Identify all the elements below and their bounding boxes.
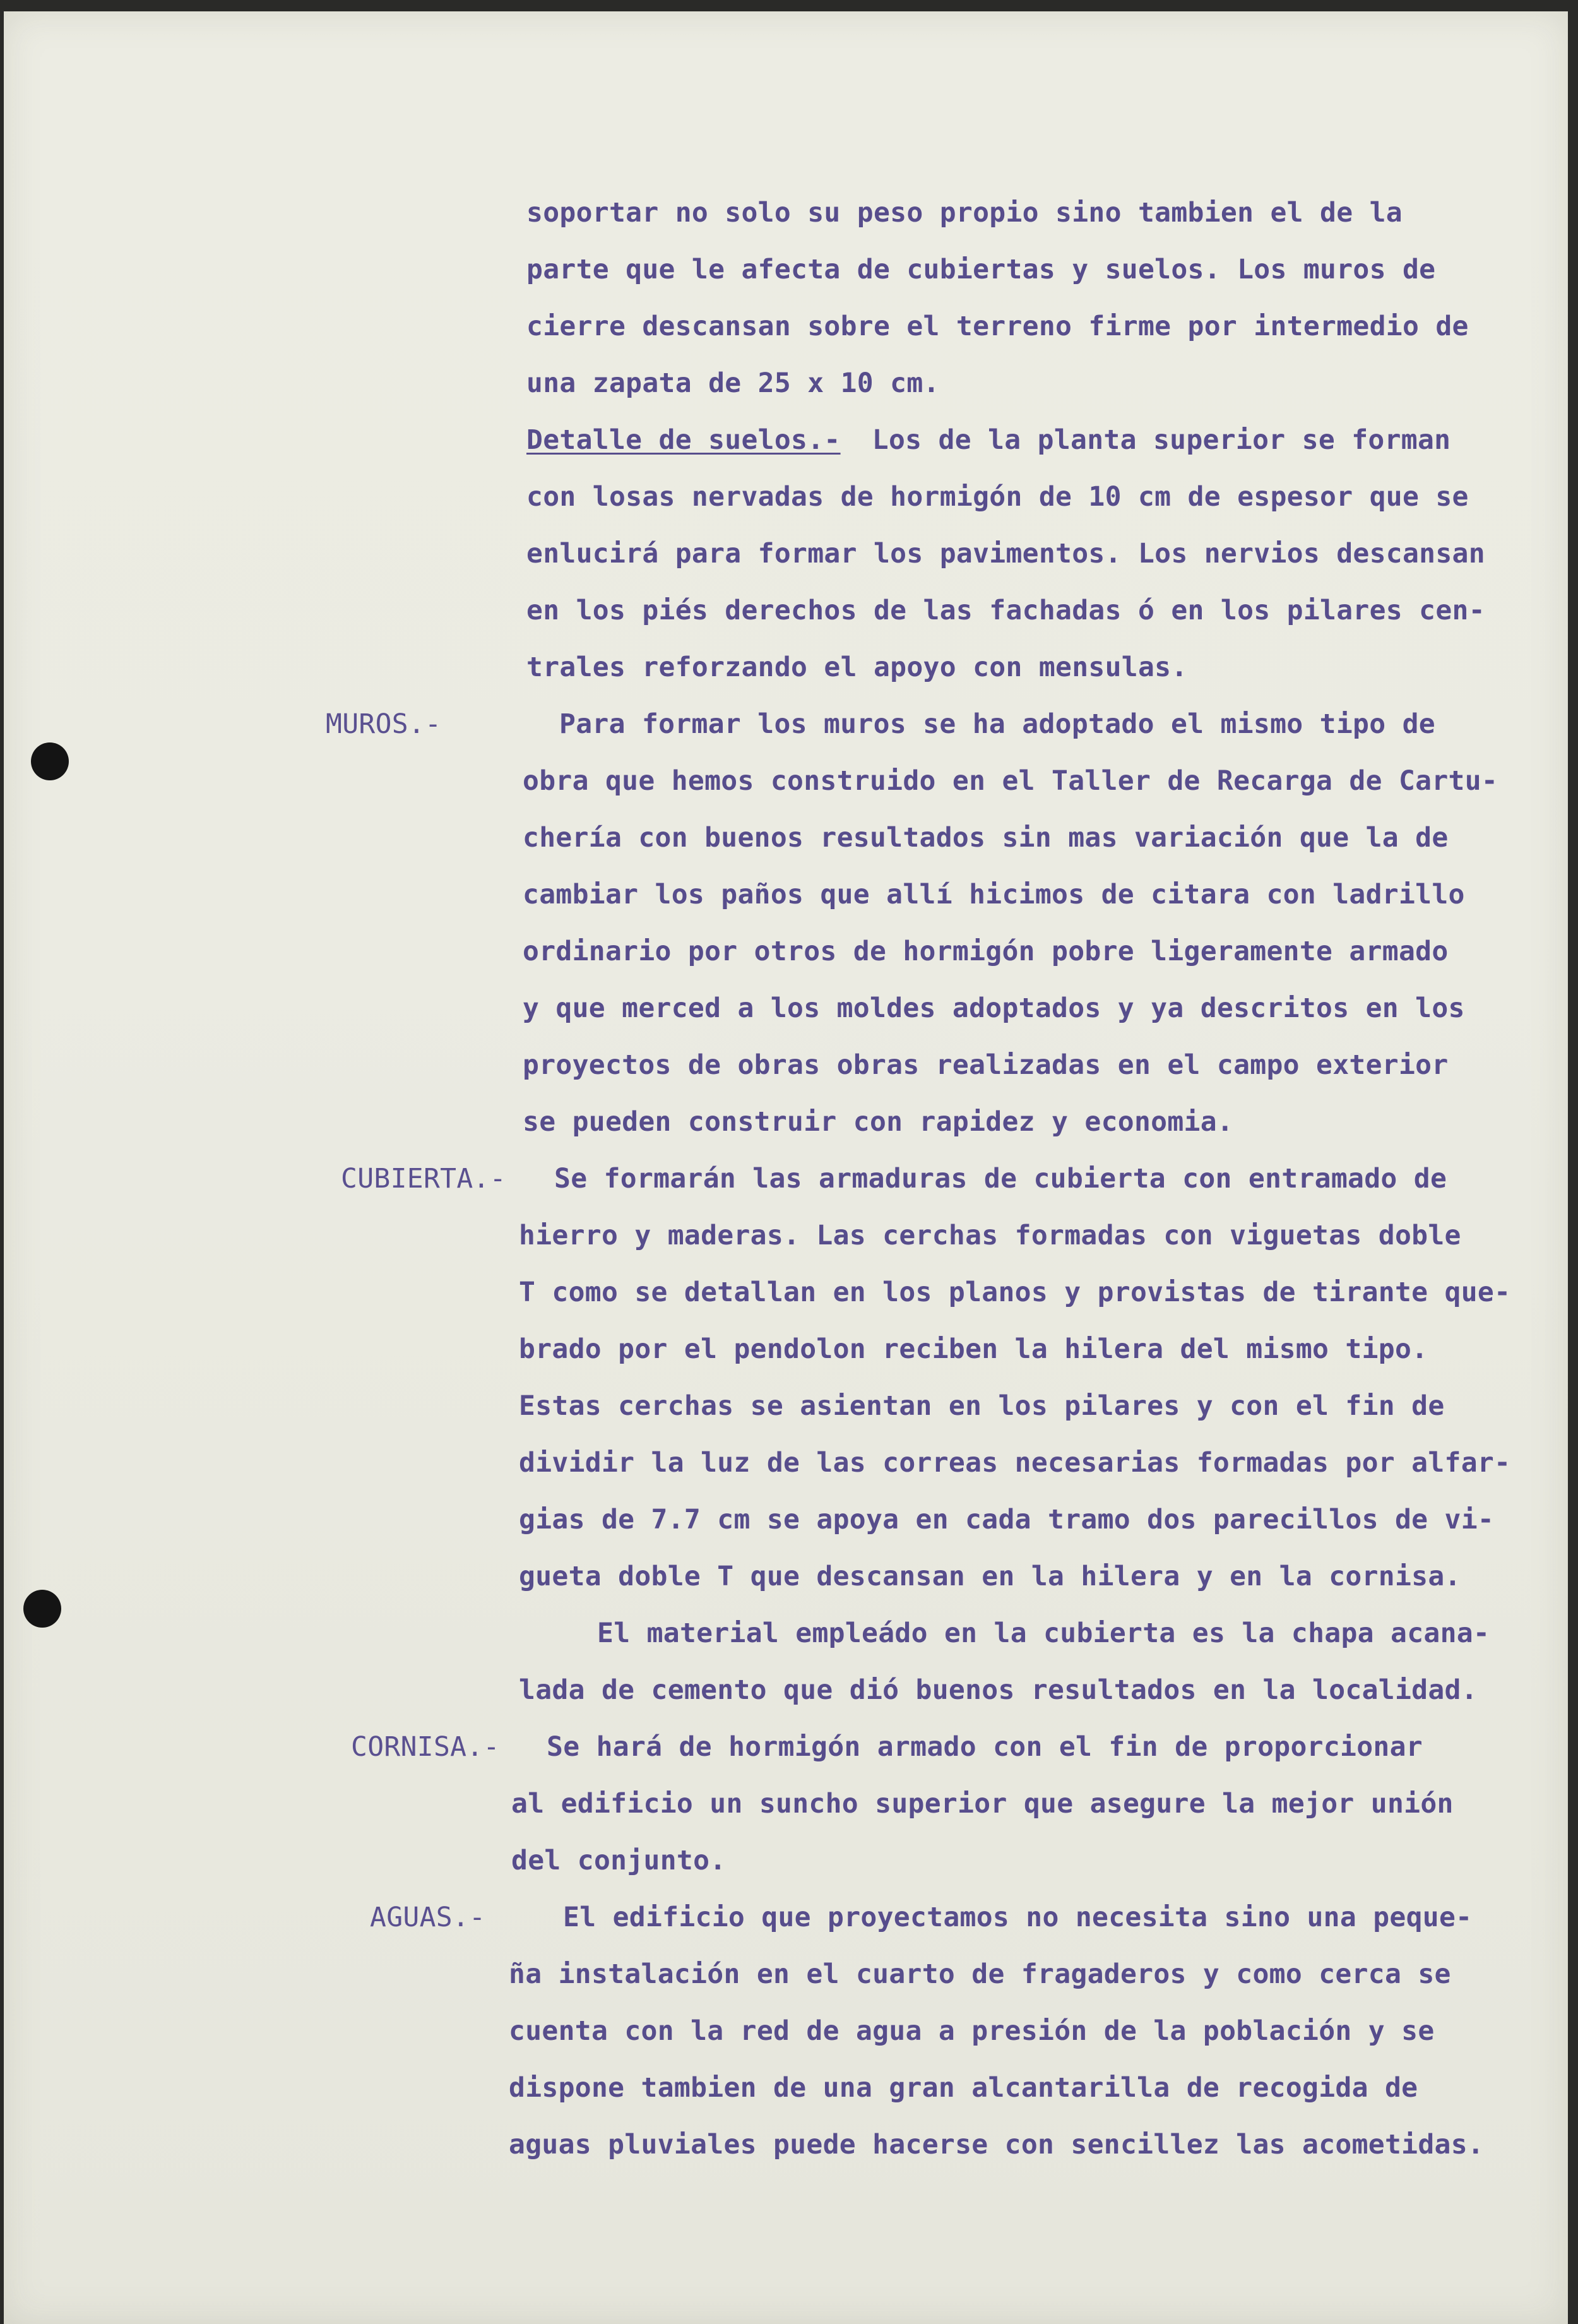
text-line: ña instalación en el cuarto de fragaderos y como cerca se [509, 1958, 1451, 1990]
text-line: dispone tambien de una gran alcantarilla de recogida de [509, 2072, 1418, 2104]
punch-hole [23, 1590, 61, 1628]
text-line: brado por el pendolon reciben la hilera del mismo tipo. [519, 1333, 1428, 1365]
text-line: chería con buenos resultados sin mas variación que la de [523, 822, 1449, 854]
text-line: del conjunto. [511, 1845, 727, 1876]
paper-sheet [4, 11, 1568, 2324]
punch-hole [31, 742, 69, 780]
text-line: parte que le afecta de cubiertas y suelos. Los muros de [526, 254, 1436, 285]
text-line: obra que hemos construido en el Taller de Recarga de Cartu- [523, 765, 1498, 797]
text-line: proyectos de obras obras realizadas en el campo exterior [523, 1049, 1449, 1081]
section-heading-muros: MUROS.- [326, 708, 442, 740]
text-line: al edificio un suncho superior que asegure la mejor unión [511, 1788, 1454, 1820]
text-line: con losas nervadas de hormigón de 10 cm de espesor que se [526, 481, 1469, 513]
section-heading-cornisa: CORNISA.- [351, 1731, 500, 1763]
text-line: se pueden construir con rapidez y economia. [523, 1106, 1234, 1138]
text-line: cuenta con la red de agua a presión de la población y se [509, 2015, 1435, 2047]
text-line: El edificio que proyectamos no necesita sino una peque- [563, 1902, 1473, 1933]
text-line: soportar no solo su peso propio sino tambien el de la [526, 197, 1403, 229]
text-line: T como se detallan en los planos y provistas de tirante que- [519, 1277, 1511, 1308]
text-line: Se formarán las armaduras de cubierta con entramado de [554, 1163, 1447, 1195]
text-line: y que merced a los moldes adoptados y ya descritos en los [523, 992, 1465, 1024]
text-line: El material empleádo en la cubierta es la chapa acana- [597, 1618, 1490, 1649]
text-line: dividir la luz de las correas necesarias formadas por alfar- [519, 1447, 1511, 1479]
text-line: Estas cerchas se asientan en los pilares y con el fin de [519, 1390, 1445, 1422]
text-line: una zapata de 25 x 10 cm. [526, 367, 940, 399]
text-line: gueta doble T que descansan en la hilera y en la cornisa. [519, 1561, 1461, 1592]
text-line: gias de 7.7 cm se apoya en cada tramo dos parecillos de vi- [519, 1504, 1495, 1535]
suelos-first-line [526, 424, 1450, 456]
text-line: hierro y maderas. Las cerchas formadas con viguetas doble [519, 1220, 1461, 1251]
section-heading-aguas: AGUAS.- [370, 1902, 486, 1933]
text-line: trales reforzando el apoyo con mensulas. [526, 652, 1188, 683]
text-line: cambiar los paños que allí hicimos de citara con ladrillo [523, 879, 1465, 910]
text-line: lada de cemento que dió buenos resultados en la localidad. [519, 1674, 1478, 1706]
text-line: Los de la planta superior se forman [872, 424, 1451, 456]
text-line: Se hará de hormigón armado con el fin de proporcionar [547, 1731, 1423, 1763]
text-line: enlucirá para formar los pavimentos. Los nervios descansan [526, 538, 1485, 569]
text-line: ordinario por otros de hormigón pobre ligeramente armado [523, 936, 1449, 967]
text-line: Para formar los muros se ha adoptado el mismo tipo de [559, 708, 1435, 740]
section-heading-cubierta: CUBIERTA.- [341, 1163, 506, 1195]
text-line: en los piés derechos de las fachadas ó en los pilares cen- [526, 595, 1485, 626]
text-line: aguas pluviales puede hacerse con sencillez las acometidas. [509, 2129, 1485, 2160]
section-heading-suelos: Detalle de suelos.- [526, 424, 841, 456]
text-line: cierre descansan sobre el terreno firme por intermedio de [526, 311, 1469, 342]
